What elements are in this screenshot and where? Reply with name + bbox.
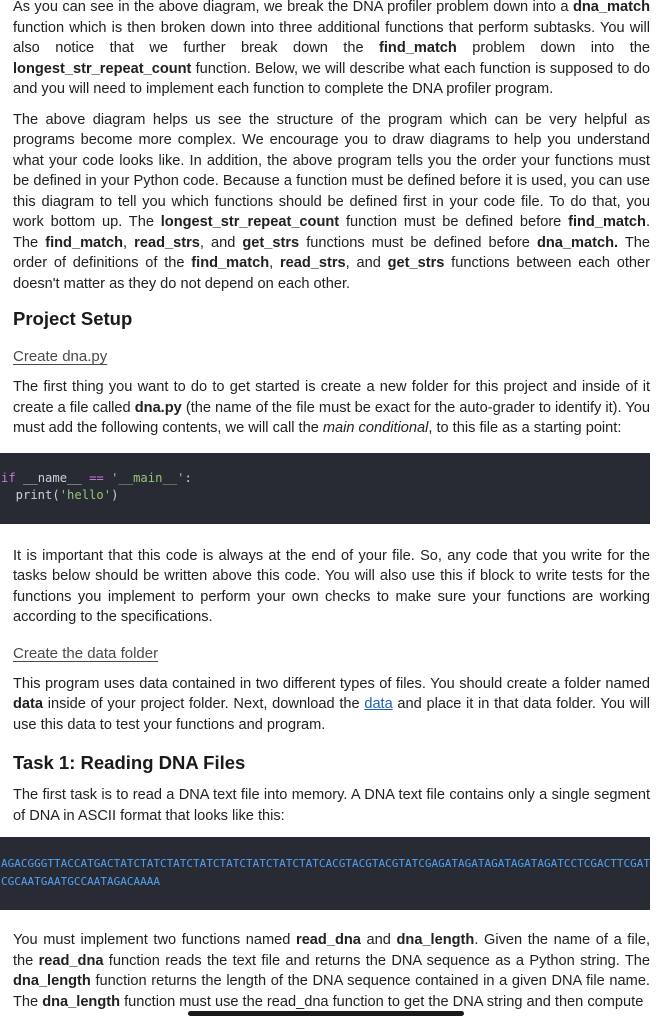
bold-term: dna_length [396,932,475,948]
text-run: functions must be defined before [299,234,537,251]
code-line-2: print('hello') [1,487,119,502]
text-run: As you can see in the above diagram, we break the DNA profiler problem down into a [13,0,573,15]
bold-term: read_dna [38,952,104,969]
task1-intro-paragraph: The first task is to read a DNA text file into memory. A DNA text file contains only a single segment of DNA in ASCII format that looks like this: [13,787,650,824]
task1-heading: Task 1: Reading DNA Files [13,752,246,773]
text-run: function reads the text file and returns the DNA sequence as a Python string. The [103,952,650,969]
text-run: function must be defined before [339,214,569,230]
text-run: function returns the length of the DNA sequence contained in a given DNA file name. The [13,973,650,1010]
text-run: , [269,255,280,271]
text-run: function. Below, we will describe what each function is supposed to do and you will need to implement each function to complete the DNA profiler program. [13,60,650,97]
code-line-1: if __name__ == '__main__': [1,470,192,485]
intro-paragraph-1 [13,0,650,100]
text-run: . The [13,214,650,251]
text-run: and [360,932,397,948]
text-run: The above diagram helps us see the structure of the program which can be very helpful as programs become more complex. We encourage you to draw diagrams to help you understand what your code looks like. In addition, the above program tells you the order your functions must be defined in your Python code. Because a function must be defined before it is used, you can use this diagram to tell you which functions should be defined first in your code file. To do that, you work bottom up. The [13,111,650,230]
bold-term: dna_length [42,993,121,1010]
text-run: , to this file as a starting point: [428,420,622,436]
italic-term: main conditional [322,420,429,436]
text-run: problem down into the [456,40,650,56]
create-dna-heading: Create dna.py [13,348,108,365]
text-run: . Given the name of a file, the [13,932,651,969]
bold-term: dna.py [134,399,182,416]
text-run: This program uses data contained in two different types of files. You should create a folder named [13,675,650,692]
bold-term: dna_match. [536,234,619,251]
text-run: , [123,234,135,251]
text-run: The first thing you want to do to get started is create a new folder for this project and inside of it create a file called [13,379,650,416]
bold-term: find_match [45,234,124,251]
main-conditional-code-block [0,453,650,524]
text-run: (the name of the file must be exact for the auto-grader to identify it). You must add the following contents, we will call the [13,399,651,436]
document-page [1,0,651,1012]
bold-term: find_match [568,214,646,230]
project-setup-heading: Project Setup [13,308,133,329]
text-run: functions between each other doesn't matter as they do not depend on each other. [13,255,650,292]
bold-term: find_match [191,255,270,271]
bold-term: data [13,696,44,712]
data-folder-heading: Create the data folder [13,644,159,662]
intro-paragraph-2 [13,110,650,295]
dna-sample-block: AGACGGGTTACCATGACTATCTATCTATCTATCTATCTATCTATCTATCACGTACGTACGTATCGAGATAGATAGATAGATAGATCCTCGACTTCGATCGCAATGAATGCCAATAGACAAAA [0,837,650,910]
text-run: function which is then broken down into three additional functions that perform subtasks. You will also notice that we further break down the [13,19,650,56]
bold-term: find_match [379,40,457,56]
text-run: , and [199,234,243,251]
text-run: , and [345,255,388,271]
bold-term: dna_match [572,0,650,15]
text-run: and place it in that data folder. You will use this data to test your functions and program. [13,696,650,733]
task1-impl-paragraph [13,930,650,1012]
bold-term: read_dna [296,932,361,948]
bold-term: read_strs [134,234,200,251]
data-folder-paragraph [13,674,650,736]
bold-term: longest_str_repeat_count [160,214,340,230]
bold-term: longest_str_repeat_count [13,60,192,77]
data-download-link[interactable]: data [364,696,393,712]
text-run: inside of your project folder. Next, download the [43,696,365,712]
after-code-paragraph: It is important that this code is always at the end of your file. So, any code that you write for the tasks below should be written above this code. You will also use this if block to write tests for the functions you implement to perform your own checks to make sure your functions are working according to the specifications. [13,547,650,625]
text-run: The order of definitions of the [13,234,651,271]
text-run: You must implement two functions named [13,932,297,948]
horizontal-scrollbar-thumb[interactable] [188,1011,464,1016]
bold-term: get_strs [242,234,300,251]
bold-term: read_strs [279,255,346,271]
bold-term: dna_length [13,973,91,989]
bold-term: get_strs [387,255,445,271]
create-dna-paragraph [13,377,650,439]
text-run: function must use the read_dna function to get the DNA string and then compute [120,993,644,1010]
